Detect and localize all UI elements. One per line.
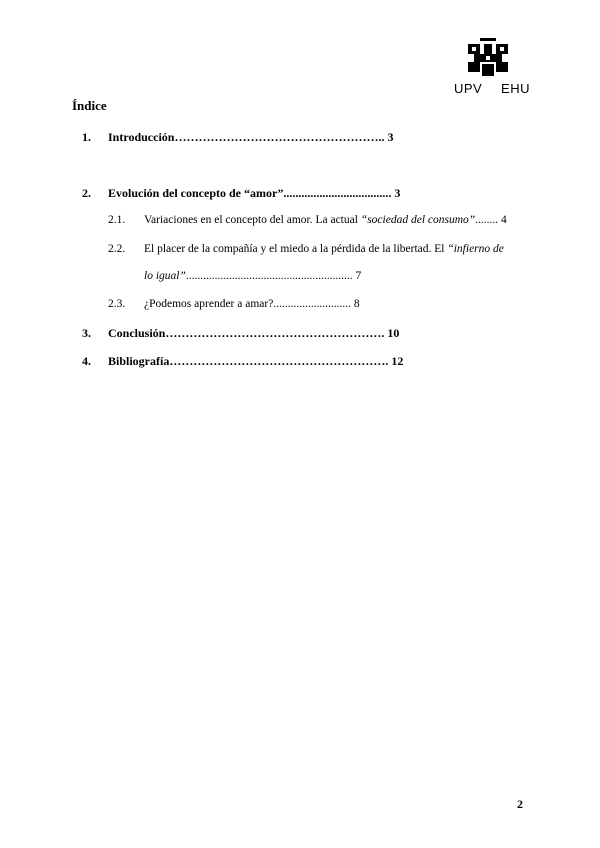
toc-leader-dots: …………………………………………….. — [174, 130, 385, 144]
toc-entry-title-italic: “infierno de — [447, 243, 504, 255]
toc-entry-number: 3. — [82, 326, 91, 340]
toc-page-number: 3 — [387, 130, 394, 144]
toc-page-number: 10 — [387, 326, 400, 340]
toc-leader-dots: ........ — [475, 214, 499, 226]
toc-entry-title-italic-continued: lo igual” — [144, 270, 186, 282]
toc-entry-title: Variaciones en el concepto del amor. La actual — [144, 214, 361, 226]
toc-entry-number: 2.3. — [108, 298, 126, 310]
toc-leader-dots: ………………………………………………. — [165, 326, 385, 340]
toc-entry-number: 2.2. — [108, 243, 126, 255]
toc-entry-title: Conclusión — [108, 326, 166, 340]
toc-leader-dots: .......................................................... — [185, 270, 353, 282]
toc-page-number: 7 — [355, 270, 362, 282]
toc-entry-title: Introducción — [108, 130, 175, 144]
toc-page-number: 8 — [353, 298, 360, 310]
page-number: 2 — [517, 797, 523, 811]
toc-leader-dots: ........................... — [273, 298, 351, 310]
toc-entry-title: El placer de la compañía y el miedo a la pérdida de la libertad. El — [144, 243, 448, 255]
toc-heading: Índice — [72, 98, 107, 113]
toc-page-number: 12 — [391, 354, 404, 368]
toc-entry-title: Evolución del concepto de “amor” — [108, 186, 284, 200]
toc-entry-number: 2.1. — [108, 214, 126, 226]
university-emblem-icon — [464, 38, 512, 78]
toc-entry-title: Bibliografía — [108, 354, 170, 368]
toc-entry-title: ¿Podemos aprender a amar? — [144, 298, 274, 310]
toc-entry-title-italic: “sociedad del consumo” — [360, 214, 476, 226]
toc-entry-number: 1. — [82, 130, 91, 144]
toc-page-number: 3 — [394, 186, 401, 200]
toc-leader-dots: ………………………………………………. — [169, 354, 389, 368]
university-logo — [450, 38, 530, 96]
toc-entry-number: 2. — [82, 186, 91, 200]
toc-leader-dots: .................................... — [283, 186, 392, 200]
toc-entry-number: 4. — [82, 354, 91, 368]
toc-page-number: 4 — [501, 214, 507, 226]
logo-text-upv: UPV — [454, 81, 483, 96]
logo-text-ehu: EHU — [501, 81, 530, 96]
